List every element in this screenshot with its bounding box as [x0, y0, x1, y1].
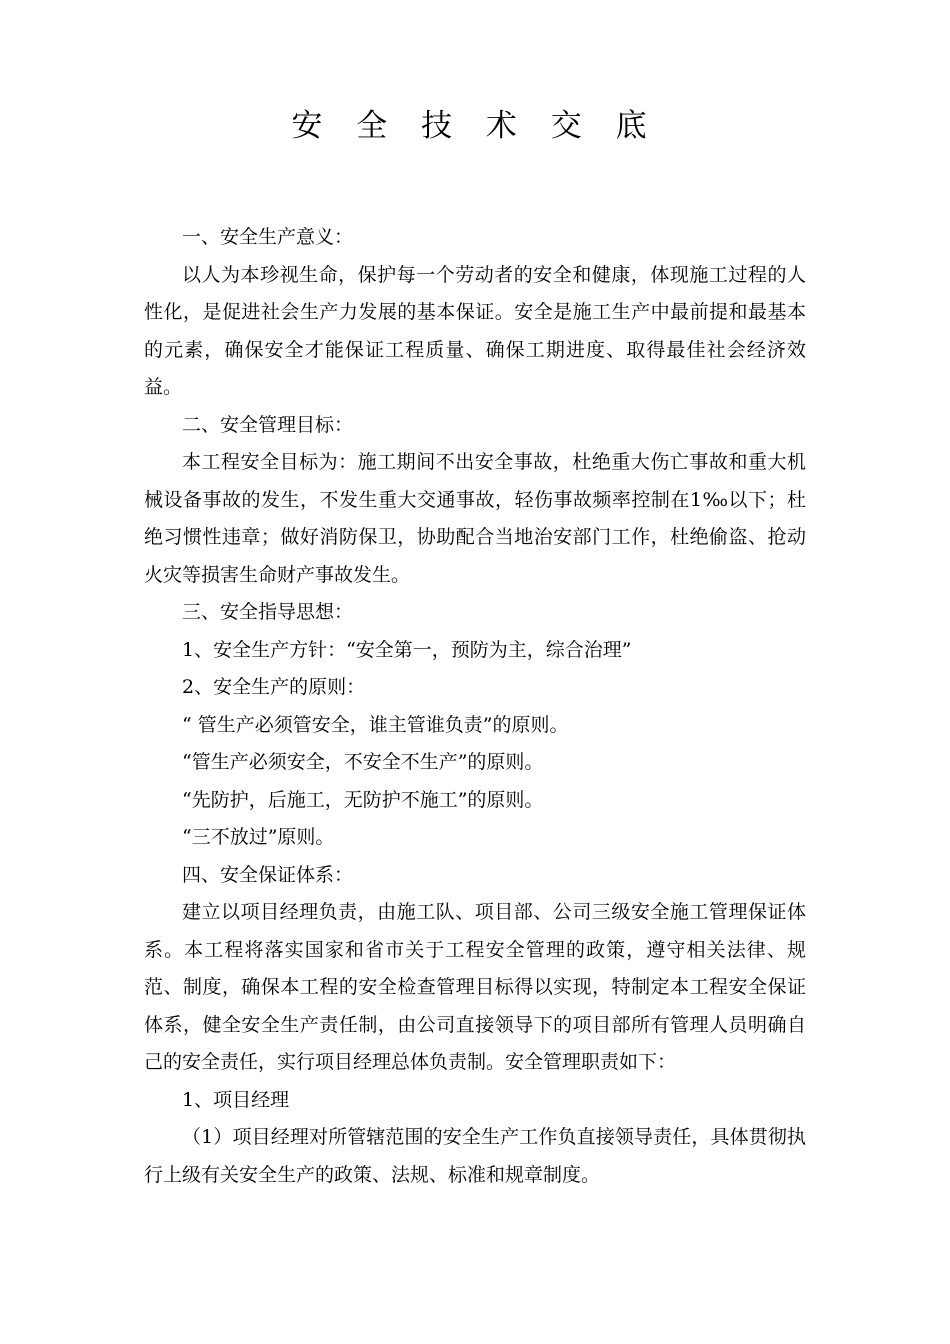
list-item-principles: 2、安全生产的原则：: [182, 676, 366, 698]
principle-item: “先防护，后施工，无防护不施工”的原则。: [182, 788, 544, 811]
principle-item: “三不放过”原则。: [182, 826, 335, 848]
paragraph-safety-meaning: 以人为本珍视生命，保护每一个劳动者的安全和健康，体现施工过程的人性化，是促进社会生产力发展的基本保证。安全是施工生产中最前提和最基本的元素，确保安全才能保证工程质量、确保工期进度、取得最佳社会经济效益。: [144, 263, 806, 398]
section-heading-3: 三、安全指导思想：: [182, 601, 354, 623]
paragraph-safety-goal: 本工程安全目标为：施工期间不出安全事故，杜绝重大伤亡事故和重大机械设备事故的发生，不发生重大交通事故，轻伤事故频率控制在1‰以下；杜绝习惯性违章；做好消防保卫，协助配合当地治安部门工作，杜绝偷盗、抢动火灾等损害生命财产事故发生。: [144, 451, 806, 586]
section-heading-2: 二、安全管理目标：: [182, 413, 354, 436]
subsection-heading-project-manager: 1、项目经理: [182, 1088, 290, 1111]
section-heading-4: 四、安全保证体系：: [182, 863, 354, 886]
document-title: 安 全 技 术 交 底: [291, 108, 659, 144]
document-body: [144, 219, 806, 1194]
paragraph-manager-duty-1: （1）项目经理对所管辖范围的安全生产工作负直接领导责任，具体贯彻执行上级有关安全生产的政策、法规、标准和规章制度。: [144, 1126, 806, 1186]
principle-item: “管生产必须安全，不安全不生产”的原则。: [182, 751, 544, 773]
principle-item: “ 管生产必须管安全，谁主管谁负责”的原则。: [182, 713, 569, 736]
list-item-policy: 1、安全生产方针：“安全第一，预防为主，综合治理”: [182, 638, 632, 661]
paragraph-safety-system: 建立以项目经理负责，由施工队、项目部、公司三级安全施工管理保证体系。本工程将落实国家和省市关于工程安全管理的政策，遵守相关法律、规范、制度，确保本工程的安全检查管理目标得以实现，特制定本工程安全保证体系，健全安全生产责任制，由公司直接领导下的项目部所有管理人员明确自己的安全责任，实行项目经理总体负责制。安全管理职责如下：: [144, 901, 806, 1073]
section-heading-1: 一、安全生产意义：: [182, 226, 354, 248]
